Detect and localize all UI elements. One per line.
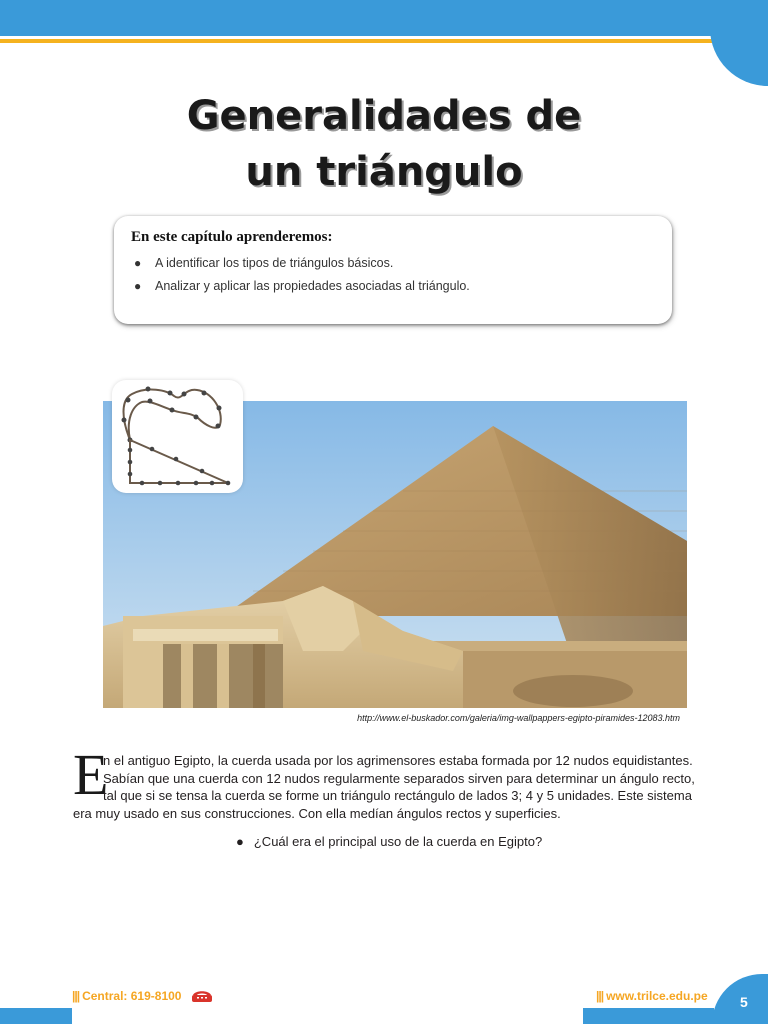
body-paragraph — [73, 752, 723, 822]
paragraph-line: tal que si se tensa la cuerda se forme un triángulo rectángulo de lados 3; 4 y 5 unidades. Este sistema — [103, 788, 692, 803]
page-number: 5 — [740, 994, 748, 1010]
rope-diagram — [112, 380, 243, 493]
footer-bar-left — [0, 1008, 72, 1024]
page-title — [0, 88, 768, 200]
footer-central — [72, 989, 213, 1003]
page-title-text: Generalidades de un triángulo — [186, 93, 582, 195]
central-phone-text: Central: 619-8100 — [82, 989, 182, 1003]
list-item — [131, 275, 470, 298]
website-link[interactable]: www.trilce.edu.pe — [606, 989, 708, 1003]
learning-objectives-box — [114, 216, 672, 324]
bars-icon: ||| — [596, 989, 604, 1003]
header-rule — [0, 39, 712, 43]
paragraph-line: era muy usado en sus construcciones. Con ella medían ángulos rectos y superficies. — [73, 805, 561, 821]
image-caption: http://www.el-buskador.com/galeria/img-wallpappers-egipto-piramides-12083.htm — [357, 713, 680, 723]
header-bar — [0, 0, 768, 36]
bullet-icon: ● — [134, 256, 142, 270]
paragraph-line: n el antiguo Egipto, la cuerda usada por los agrimensores estaba formada por 12 nudos equidistantes. — [103, 753, 693, 768]
list-item — [131, 252, 470, 275]
drop-cap: E — [73, 742, 109, 807]
footer-bar-right — [583, 1008, 714, 1024]
learning-objectives-heading: En este capítulo aprenderemos: — [131, 229, 333, 245]
learning-objectives-list — [131, 252, 470, 298]
bullet-icon: ● — [236, 834, 244, 849]
bars-icon: ||| — [72, 989, 80, 1003]
paragraph-line: Sabían que una cuerda con 12 nudos regularmente separados sirven para determinar un ángulo recto, — [103, 770, 695, 786]
question-item — [236, 834, 542, 849]
phone-icon — [191, 990, 213, 1003]
question-text: ¿Cuál era el principal uso de la cuerda en Egipto? — [253, 834, 543, 849]
list-item-text: A identificar los tipos de triángulos básicos. — [155, 256, 394, 270]
knotted-rope-icon — [112, 380, 243, 493]
bullet-icon: ● — [134, 279, 142, 293]
list-item-text: Analizar y aplicar las propiedades asociadas al triángulo. — [155, 279, 470, 293]
footer-website[interactable] — [596, 989, 708, 1003]
header-corner-tab — [710, 0, 768, 86]
